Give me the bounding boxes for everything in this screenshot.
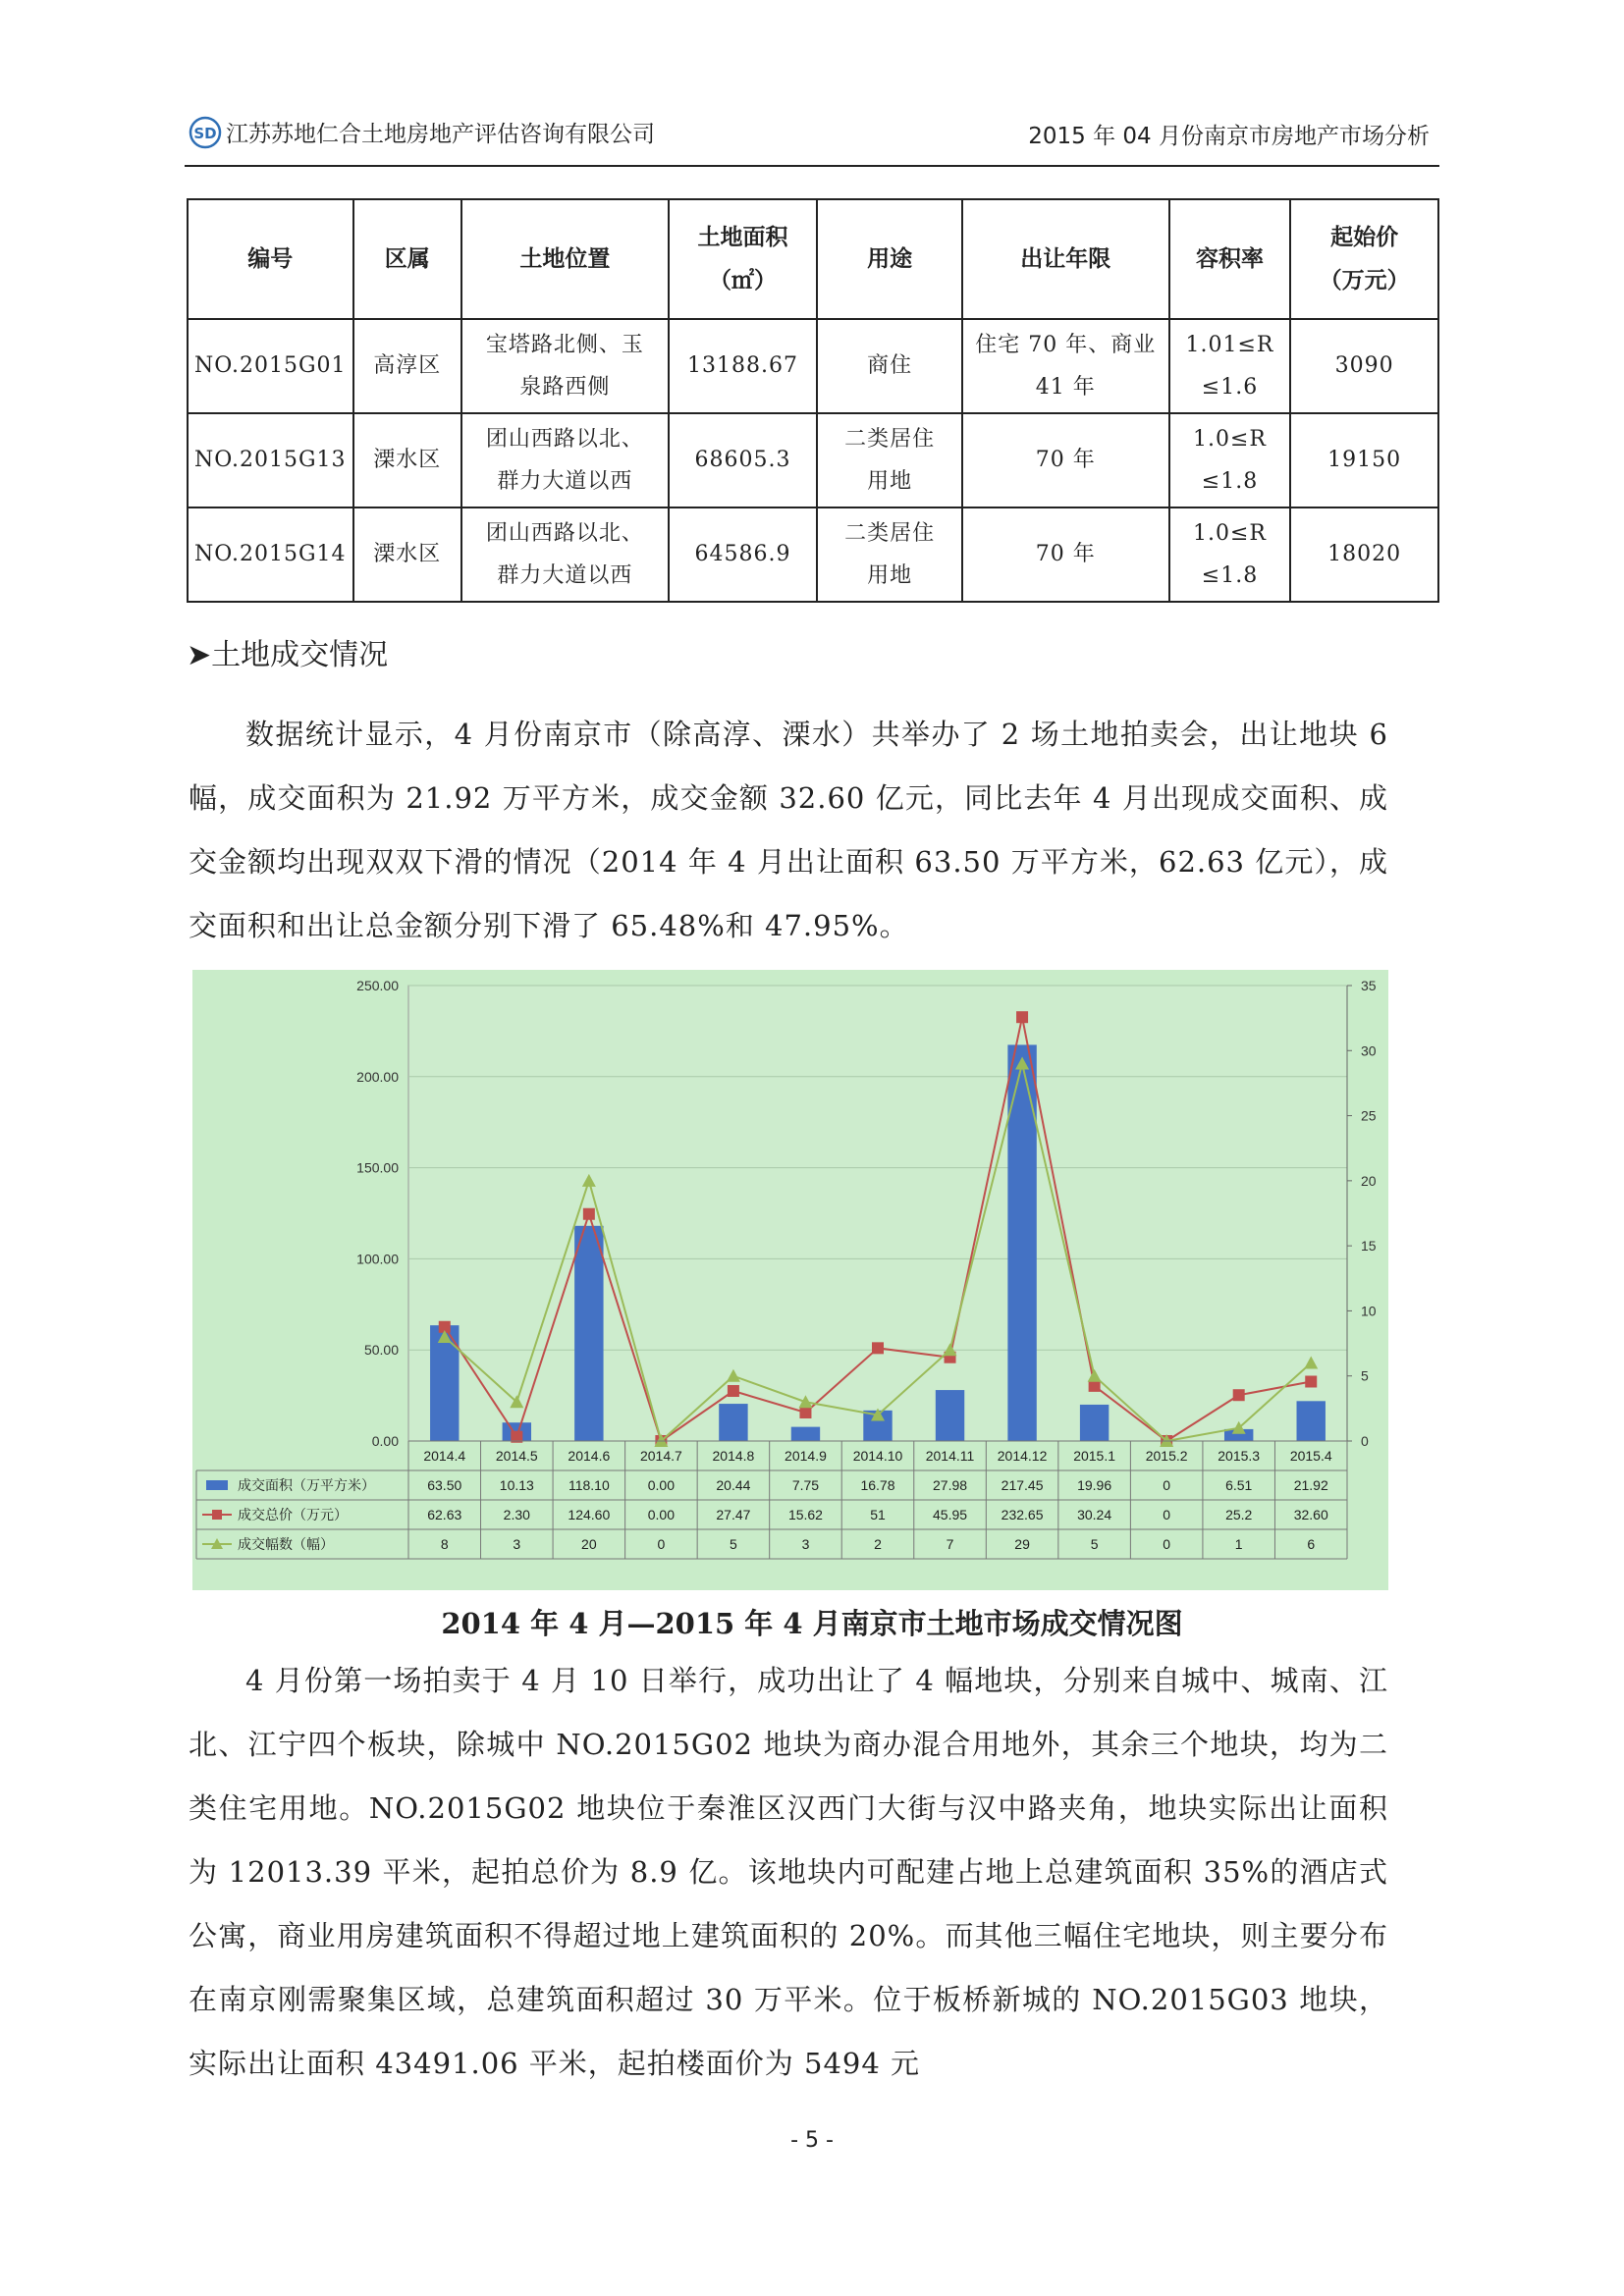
cell-id: NO.2015G14	[188, 507, 353, 602]
data-label: 0	[1163, 1507, 1171, 1522]
data-label: 51	[870, 1507, 886, 1522]
cell-id: NO.2015G01	[188, 319, 353, 413]
cell-area: 68605.3	[669, 413, 817, 507]
cell-far: 1.0≤R ≤1.8	[1169, 413, 1291, 507]
logo-text: SD	[193, 125, 217, 142]
cell-term: 70 年	[962, 413, 1169, 507]
company-logo-icon	[189, 116, 222, 149]
plot-area	[408, 986, 1347, 1441]
cell-location: 宝塔路北侧、玉 泉路西侧	[461, 319, 669, 413]
header-use: 用途	[817, 199, 962, 319]
cell-far: 1.01≤R ≤1.6	[1169, 319, 1291, 413]
point-marker	[583, 1208, 595, 1220]
x-tick-label: 2014.10	[852, 1448, 903, 1464]
point-marker	[1233, 1389, 1245, 1401]
y-right-tick-label: 15	[1361, 1238, 1377, 1255]
cell-far: 1.0≤R ≤1.8	[1169, 507, 1291, 602]
page-header	[185, 110, 1439, 167]
data-label: 2	[874, 1536, 882, 1552]
chart-svg	[192, 970, 1388, 1590]
data-label: 7.75	[791, 1477, 820, 1493]
cell-district: 溧水区	[353, 507, 461, 602]
data-label: 232.65	[1001, 1507, 1044, 1522]
y-right-tick-label: 0	[1361, 1433, 1369, 1449]
cell-area: 64586.9	[669, 507, 817, 602]
data-label: 8	[440, 1536, 449, 1552]
y-left-tick-label: 100.00	[356, 1251, 399, 1267]
cell-use: 二类居住 用地	[817, 507, 962, 602]
data-label: 0	[1163, 1477, 1171, 1493]
cell-term: 住宅 70 年、商业 41 年	[962, 319, 1169, 413]
section-title: ➤土地成交情况	[187, 638, 389, 672]
header-term: 出让年限	[962, 199, 1169, 319]
data-label: 20.44	[716, 1477, 751, 1493]
header-price-line1: 起始价	[1330, 225, 1399, 250]
y-left-tick-label: 250.00	[356, 978, 399, 993]
header-price	[1290, 199, 1438, 319]
data-label: 1	[1234, 1536, 1243, 1552]
data-label: 21.92	[1293, 1477, 1328, 1493]
cell-price: 3090	[1290, 319, 1438, 413]
x-tick-label: 2014.12	[997, 1448, 1048, 1464]
data-label: 45.95	[933, 1507, 968, 1522]
data-label: 19.96	[1077, 1477, 1112, 1493]
data-label: 118.10	[568, 1477, 610, 1493]
header-district: 区属	[353, 199, 461, 319]
header-area	[669, 199, 817, 319]
header-area-line1: 土地面积	[697, 225, 788, 250]
cell-price: 18020	[1290, 507, 1438, 602]
data-label: 2.30	[503, 1507, 530, 1522]
header-far: 容积率	[1169, 199, 1291, 319]
y-left-tick-label: 50.00	[363, 1342, 399, 1359]
point-marker	[872, 1342, 884, 1354]
data-label: 62.63	[427, 1507, 462, 1522]
y-right-tick-label: 5	[1361, 1367, 1369, 1384]
table-header-row	[188, 199, 1438, 319]
data-label: 27.98	[933, 1477, 968, 1493]
data-label: 3	[513, 1536, 521, 1552]
table-row	[188, 507, 1438, 602]
data-label: 63.50	[427, 1477, 462, 1493]
cell-use: 二类居住 用地	[817, 413, 962, 507]
y-right-tick-label: 20	[1361, 1172, 1377, 1189]
data-label: 3	[801, 1536, 810, 1552]
data-label: 217.45	[1001, 1477, 1044, 1493]
land-transaction-chart	[192, 970, 1388, 1590]
data-label: 0.00	[647, 1507, 676, 1522]
data-label: 30.24	[1077, 1507, 1112, 1522]
y-right-tick-label: 30	[1361, 1042, 1377, 1059]
legend-key	[206, 1480, 228, 1490]
data-label: 32.60	[1293, 1507, 1328, 1522]
cell-location: 团山西路以北、 群力大道以西	[461, 413, 669, 507]
point-marker	[1016, 1011, 1028, 1023]
data-label: 0	[1163, 1536, 1171, 1552]
x-tick-label: 2014.7	[639, 1448, 682, 1464]
cell-term: 70 年	[962, 507, 1169, 602]
x-tick-label: 2014.5	[495, 1448, 538, 1464]
data-label: 25.2	[1225, 1507, 1253, 1522]
point-marker	[799, 1407, 811, 1418]
y-right-tick-label: 25	[1361, 1107, 1377, 1124]
y-left-tick-label: 150.00	[356, 1159, 399, 1176]
x-tick-label: 2014.6	[568, 1448, 611, 1464]
header-price-line2: （万元）	[1319, 268, 1410, 294]
x-tick-label: 2014.11	[925, 1448, 975, 1464]
data-label: 6.51	[1225, 1477, 1253, 1493]
y-left-tick-label: 0.00	[371, 1433, 399, 1449]
legend-key	[212, 1510, 222, 1520]
data-label: 29	[1014, 1536, 1030, 1552]
data-label: 7	[946, 1536, 954, 1552]
cell-district: 高淳区	[353, 319, 461, 413]
cell-use: 商住	[817, 319, 962, 413]
x-tick-label: 2015.1	[1073, 1448, 1116, 1464]
table-row	[188, 413, 1438, 507]
legend-label: 成交幅数（幅）	[238, 1537, 334, 1553]
legend-label: 成交总价（万元）	[238, 1508, 348, 1523]
company-name: 江苏苏地仁合土地房地产评估咨询有限公司	[226, 122, 655, 147]
x-tick-label: 2014.4	[423, 1448, 466, 1464]
cell-location: 团山西路以北、 群力大道以西	[461, 507, 669, 602]
header-area-line2: （㎡）	[709, 268, 778, 294]
bar	[936, 1390, 964, 1441]
data-label: 6	[1307, 1536, 1316, 1552]
data-label: 5	[1090, 1536, 1099, 1552]
bar	[791, 1427, 820, 1441]
cell-price: 19150	[1290, 413, 1438, 507]
data-label: 10.13	[499, 1477, 534, 1493]
data-label: 5	[730, 1536, 737, 1552]
x-tick-label: 2015.4	[1289, 1448, 1332, 1464]
cell-area: 13188.67	[669, 319, 817, 413]
data-label: 20	[581, 1536, 597, 1552]
point-marker	[1305, 1375, 1317, 1387]
y-right-tick-label: 35	[1361, 978, 1377, 993]
header-id: 编号	[188, 199, 353, 319]
y-right-tick-label: 10	[1361, 1303, 1377, 1319]
paragraph-land-summary: 数据统计显示，4 月份南京市（除高淳、溧水）共举办了 2 场土地拍卖会，出让地块 6 幅，成交面积为 21.92 万平方米，成交金额 32.60 亿元，同比去年 4 月出现成交面积、成交金额均出现双双下滑的情况（2014 年 4 月出让面积 63.50 万平方米，62.63 亿元），成交面积和出让总金额分别下滑了 65.48%和 47.95%。	[189, 718, 1388, 942]
table-row	[188, 319, 1438, 413]
page-number: - 5 -	[790, 2128, 834, 2153]
point-marker	[728, 1385, 739, 1397]
data-label: 0.00	[647, 1477, 676, 1493]
x-tick-label: 2015.2	[1145, 1448, 1188, 1464]
data-label: 124.60	[568, 1507, 611, 1522]
data-label: 15.62	[787, 1507, 823, 1522]
bar	[719, 1404, 747, 1441]
paragraph-auction-detail: 4 月份第一场拍卖于 4 月 10 日举行，成功出让了 4 幅地块，分别来自城中、城南、江北、江宁四个板块，除城中 NO.2015G02 地块为商办混合用地外，其余三个地块，均为二类住宅用地。NO.2015G02 地块位于秦淮区汉西门大街与汉中路夹角，地块实际出让面积为 12013.39 平米，起拍总价为 8.9 亿。该地块内可配建占地上总建筑面积 35%的酒店式公寓，商业用房建筑面积不得超过地上建筑面积的 20%。而其他三幅住宅地块，则主要分布在南京刚需聚集区域，总建筑面积超过 30 万平米。位于板桥新城的 NO.2015G03 地块，实际出让面积 43491.06 平米，起拍楼面价为 5494 元	[189, 1664, 1388, 2080]
x-tick-label: 2014.8	[712, 1448, 755, 1464]
legend-label: 成交面积（万平方米）	[238, 1478, 375, 1494]
report-title: 2015 年 04 月份南京市房地产市场分析	[1028, 124, 1430, 149]
cell-district: 溧水区	[353, 413, 461, 507]
x-tick-label: 2014.9	[785, 1448, 827, 1464]
bar	[1297, 1401, 1326, 1441]
data-label: 0	[657, 1536, 666, 1552]
land-listing-table	[187, 198, 1439, 603]
x-tick-label: 2015.3	[1218, 1448, 1261, 1464]
bar	[1080, 1405, 1109, 1441]
cell-id: NO.2015G13	[188, 413, 353, 507]
chart-caption: 2014 年 4 月—2015 年 4 月南京市土地市场成交情况图	[441, 1607, 1183, 1640]
data-label: 27.47	[716, 1507, 751, 1522]
bar	[574, 1226, 603, 1441]
y-left-tick-label: 200.00	[356, 1068, 399, 1085]
header-location: 土地位置	[461, 199, 669, 319]
data-label: 16.78	[860, 1477, 895, 1493]
